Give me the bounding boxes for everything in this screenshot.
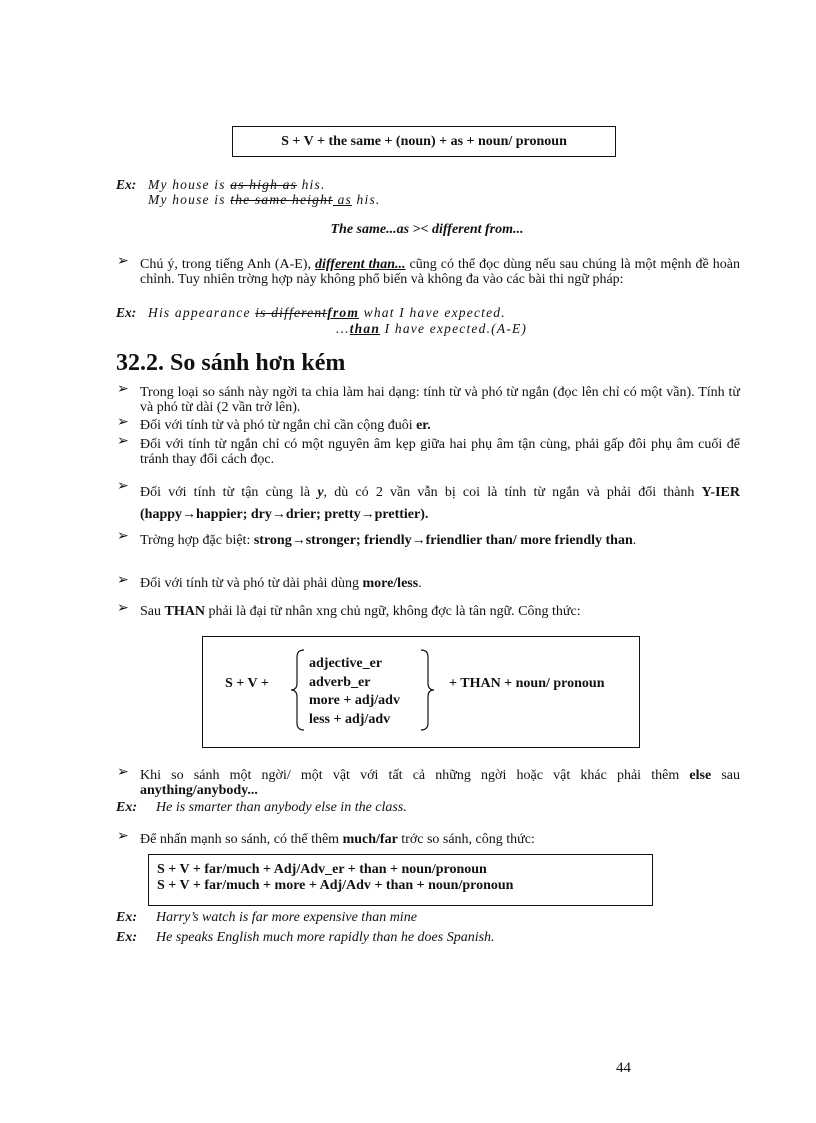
- note-text: Chú ý, trong tiếng Anh (A-E),: [140, 257, 315, 272]
- bullet-emphasis: anything/anybody...: [140, 783, 258, 798]
- right-brace-icon: [419, 649, 435, 731]
- bullet-text: [140, 532, 740, 549]
- example-label: Ex:: [116, 305, 137, 320]
- example-line: [148, 192, 381, 207]
- same-as-heading: The same...as >< different from...: [330, 222, 524, 237]
- example-text: his.: [351, 192, 381, 207]
- bullet-arrow-icon: ➢: [117, 528, 129, 544]
- example-text: My house is: [148, 192, 231, 207]
- bullet-arrow-icon: ➢: [117, 253, 129, 269]
- formula-box-than: [202, 636, 640, 748]
- bullet-emphasis: else: [689, 768, 712, 783]
- left-brace-icon: [290, 649, 306, 731]
- underlined-text: as: [333, 192, 352, 207]
- example-label: Ex:: [116, 177, 137, 192]
- bullet-plain: Trờng hợp đặc biệt:: [140, 533, 254, 548]
- bullet-plain: sau: [711, 768, 740, 783]
- example-line: [148, 305, 506, 320]
- example-text: He is smarter than anybody else in the class.: [156, 800, 407, 815]
- formula-box-far-much: [148, 854, 653, 906]
- bullet-plain: trớc so sánh, công thức:: [397, 832, 535, 847]
- bullet-plain: Đối với tính từ và phó từ dài phải dùng: [140, 576, 363, 591]
- bullet-arrow-icon: ➢: [117, 414, 129, 430]
- bullet-emphasis: (happy→happier; dry→drier; pretty→prettier).: [140, 507, 429, 522]
- example-label: Ex:: [116, 800, 137, 815]
- section-title: 32.2. So sánh hơn kém: [116, 350, 346, 376]
- bullet-plain: Khi so sánh một ngời/ một vật với tất cả những ngời hoặc vật khác phải thêm: [140, 768, 690, 783]
- example-text: his.: [297, 177, 326, 192]
- formula-box-same-as: [232, 126, 616, 157]
- example-text: what I have expected.: [359, 305, 506, 320]
- emphasis-text: from: [327, 305, 360, 320]
- bullet-text: Trong loại so sánh này ngời ta chia làm hai dạng: tính từ và phó từ ngắn (đọc lên chỉ có một vần). Tính từ và phó từ dài (2 vần trở lên).: [140, 385, 740, 415]
- bullet-text: Đối với tính từ ngắn chỉ có một nguyên âm kẹp giữa hai phụ âm tận cùng, phải gấp đôi phụ âm cuối để tránh thay đổi cách đọc.: [140, 437, 740, 467]
- example-label: Ex:: [116, 930, 137, 945]
- bullet-arrow-icon: ➢: [117, 572, 129, 588]
- bullet-emphasis: er.: [416, 418, 431, 433]
- bullet-text: [140, 576, 740, 591]
- bullet-emphasis: y: [317, 485, 324, 500]
- formula-same-as: S + V + the same + (noun) + as + noun/ pronoun: [281, 134, 567, 149]
- formula-option: more + adj/adv: [309, 693, 400, 708]
- formula-lhs: S + V +: [225, 676, 269, 691]
- bullet-plain: .: [632, 533, 637, 548]
- bullet-arrow-icon: ➢: [117, 478, 129, 494]
- bullet-plain: phải là đại từ nhân xng chủ ngữ, không đợc là tân ngữ. Công thức:: [204, 604, 581, 619]
- struck-text: is different: [255, 305, 328, 320]
- bullet-arrow-icon: ➢: [117, 381, 129, 397]
- bullet-plain: Sau: [140, 604, 165, 619]
- bullet-plain: Để nhấn mạnh so sánh, có thể thêm: [140, 832, 343, 847]
- note-text: cũng có thể đọc dùng nếu sau chúng là một mệnh đề hoàn chỉnh. Tuy nhiên trờng hợp này không phổ biến và không đa vào các bài thi ngữ pháp:: [140, 257, 741, 287]
- emphasis-text: than: [349, 321, 381, 336]
- example-text: My house is: [148, 177, 231, 192]
- example-text: ...: [336, 321, 350, 336]
- formula-option: adverb_er: [309, 675, 371, 690]
- bullet-text: [140, 768, 740, 798]
- example-label: Ex:: [116, 910, 137, 925]
- bullet-plain: Đối với tính từ tận cùng là: [140, 485, 318, 500]
- bullet-arrow-icon: ➢: [117, 764, 129, 780]
- bullet-plain: .: [418, 576, 422, 591]
- note-emphasis: different than...: [315, 257, 406, 272]
- example-line: [148, 177, 326, 192]
- bullet-emphasis: much/far: [342, 832, 398, 847]
- bullet-text: [140, 832, 740, 847]
- formula-option: adjective_er: [309, 656, 383, 671]
- example-text: I have expected.(A-E): [380, 321, 528, 336]
- bullet-plain: Đối với tính từ và phó từ ngắn chỉ cần cộng đuôi: [140, 418, 417, 433]
- bullet-arrow-icon: ➢: [117, 600, 129, 616]
- bullet-emphasis: more/less: [362, 576, 419, 591]
- bullet-plain: , dù có 2 vần vẫn bị coi là tính từ ngắn và phải đổi thành: [323, 485, 702, 500]
- formula-line-1: S + V + far/much + Adj/Adv_er + than + noun/pronoun: [157, 862, 487, 877]
- bullet-text: [140, 418, 740, 433]
- struck-text: as high as: [230, 177, 298, 192]
- bullet-emphasis: THAN: [164, 604, 205, 619]
- example-text: He speaks English much more rapidly than he does Spanish.: [156, 930, 495, 945]
- formula-option: less + adj/adv: [309, 712, 391, 727]
- page-number: 44: [616, 1060, 631, 1076]
- struck-text: the same height: [230, 192, 333, 207]
- formula-line-2: S + V + far/much + more + Adj/Adv + than + noun/pronoun: [157, 878, 514, 893]
- formula-rhs: + THAN + noun/ pronoun: [449, 676, 605, 691]
- bullet-arrow-icon: ➢: [117, 433, 129, 449]
- example-line: [336, 321, 527, 336]
- bullet-text: [140, 482, 740, 526]
- example-text: Harry’s watch is far more expensive than mine: [156, 910, 417, 925]
- bullet-text: [140, 604, 740, 619]
- bullet-emphasis: strong→stronger; friendly→friendlier than/ more friendly than: [253, 533, 633, 548]
- bullet-arrow-icon: ➢: [117, 828, 129, 844]
- example-text: His appearance: [148, 305, 256, 320]
- note-paragraph: [140, 257, 740, 287]
- bullet-emphasis: Y-IER: [701, 485, 740, 500]
